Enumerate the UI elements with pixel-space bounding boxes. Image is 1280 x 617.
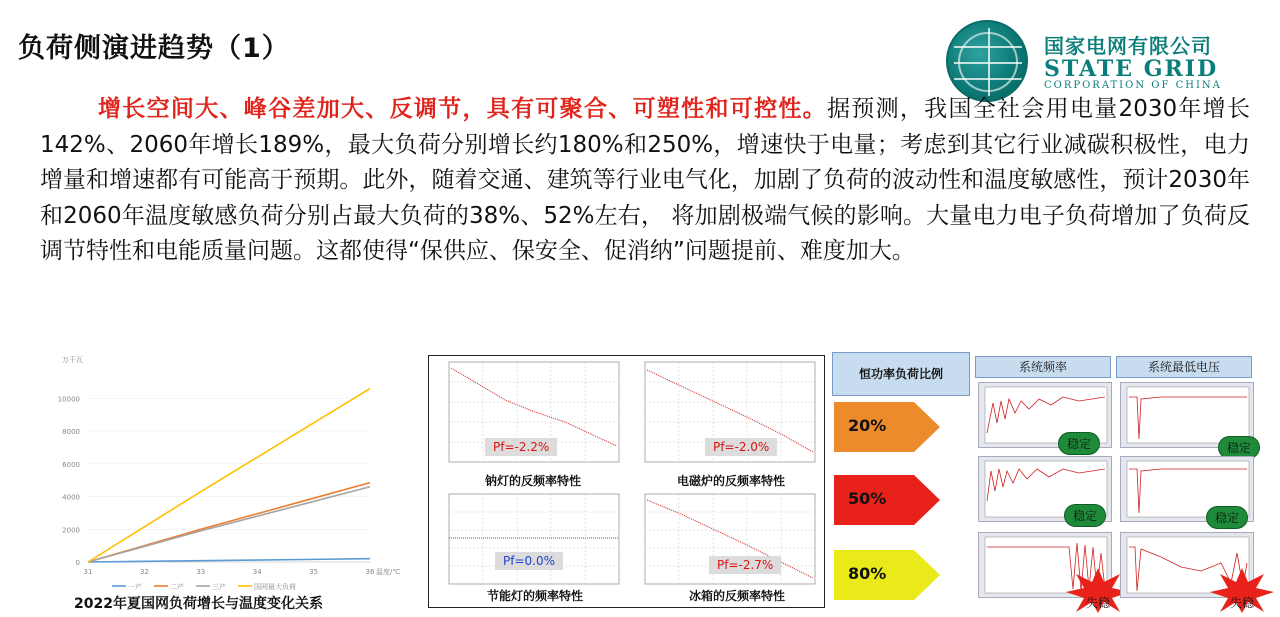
ratio-label-20: 20% xyxy=(848,416,887,435)
y-tick-label: 6000 xyxy=(62,460,80,469)
status-stable-freq-50: 稳定 xyxy=(1064,504,1106,527)
pf-sodium-lamp: Pf=-2.2% xyxy=(485,438,557,456)
page-title: 负荷侧演进趋势（1） xyxy=(18,33,290,64)
series-line-0 xyxy=(88,559,370,562)
refrigerator-plot xyxy=(631,492,821,592)
pf-induction-cooker: Pf=-2.0% xyxy=(705,438,777,456)
x-tick-label: 36 xyxy=(365,568,375,576)
logo-english-subtitle: CORPORATION OF CHINA xyxy=(1044,80,1222,91)
y-axis-label: 万千瓦 xyxy=(62,356,83,364)
caption-sodium-lamp: 钠灯的反频率特性 xyxy=(485,474,582,488)
caption-induction-cooker: 电磁炉的反频率特性 xyxy=(677,474,786,488)
y-tick-label: 2000 xyxy=(62,526,80,535)
status-unstable-freq-80: 失稳 xyxy=(1085,596,1110,610)
state-grid-emblem-icon xyxy=(946,20,1028,102)
state-grid-logo xyxy=(946,20,1246,90)
system-min-voltage-header: 系统最低电压 xyxy=(1116,356,1252,378)
status-unstable-volt-80: 失稳 xyxy=(1229,596,1254,610)
series-line-2 xyxy=(88,487,370,562)
constant-power-ratio-header: 恒功率负荷比例 xyxy=(832,352,970,396)
ratio-arrow-50 xyxy=(834,475,942,525)
x-tick-label: 31 xyxy=(83,568,93,576)
chart-caption: 2022年夏国网负荷增长与温度变化关系 xyxy=(74,596,323,612)
series-line-3 xyxy=(88,389,370,562)
x-tick-label: 32 xyxy=(139,568,149,576)
frequency-characteristics-panel xyxy=(428,355,825,608)
caption-energy-saving-lamp: 节能灯的频率特性 xyxy=(487,589,584,603)
logo-chinese-name: 国家电网有限公司 xyxy=(1044,34,1212,58)
y-tick-label: 8000 xyxy=(62,428,80,437)
x-axis-label: 温度/℃ xyxy=(376,568,400,576)
status-stable-volt-50: 稳定 xyxy=(1206,506,1248,529)
legend-label: 一产 xyxy=(128,583,142,590)
ratio-label-80: 80% xyxy=(848,564,887,583)
ratio-arrow-20 xyxy=(834,402,942,452)
energy-saving-lamp-plot xyxy=(435,492,625,592)
x-tick-label: 33 xyxy=(196,568,206,576)
legend-label: 三产 xyxy=(212,583,226,590)
load-temperature-chart xyxy=(40,350,400,590)
ratio-label-50: 50% xyxy=(848,489,887,508)
paragraph-body: 据预测，我国全社会用电量2030年增长142%、2060年增长189%，最大负荷分别增长约180%和250%，增速快于电量；考虑到其它行业减碳积极性，电力增量和增速都有可能高于预期。此外，随着交通、建筑等行业电气化，加剧了负荷的波动性和温度敏感性，预计2030年和2060年温度敏感负荷分别占最大负荷的38%、52%左右， 将加剧极端气候的影响。大量电力电子负荷增加了负荷反调节特性和电能质量问题。这都使得“保供应、保安全、促消纳”问题提前、难度加大。 xyxy=(40,96,1250,264)
paragraph-highlight: 增长空间大、峰谷差加大、反调节，具有可聚合、可塑性和可控性。 xyxy=(98,96,827,122)
pf-refrigerator: Pf=-2.7% xyxy=(709,556,781,574)
logo-english-name: STATE GRID xyxy=(1044,56,1219,82)
y-tick-label: 4000 xyxy=(62,493,80,502)
legend-label: 国网最大负荷 xyxy=(254,583,296,590)
legend-label: 二产 xyxy=(170,583,184,590)
y-tick-label: 10000 xyxy=(57,395,80,404)
ratio-arrow-80 xyxy=(834,550,942,600)
x-tick-label: 35 xyxy=(309,568,319,576)
y-tick-label: 0 xyxy=(75,559,80,567)
status-stable-volt-20: 稳定 xyxy=(1218,436,1260,459)
x-tick-label: 34 xyxy=(252,568,262,576)
system-frequency-header: 系统频率 xyxy=(975,356,1111,378)
unstable-burst-volt-80 xyxy=(1210,568,1274,613)
main-paragraph xyxy=(40,92,1250,270)
caption-refrigerator: 冰箱的反频率特性 xyxy=(689,589,786,603)
status-stable-freq-20: 稳定 xyxy=(1058,432,1100,455)
pf-energy-saving-lamp: Pf=0.0% xyxy=(495,552,563,570)
